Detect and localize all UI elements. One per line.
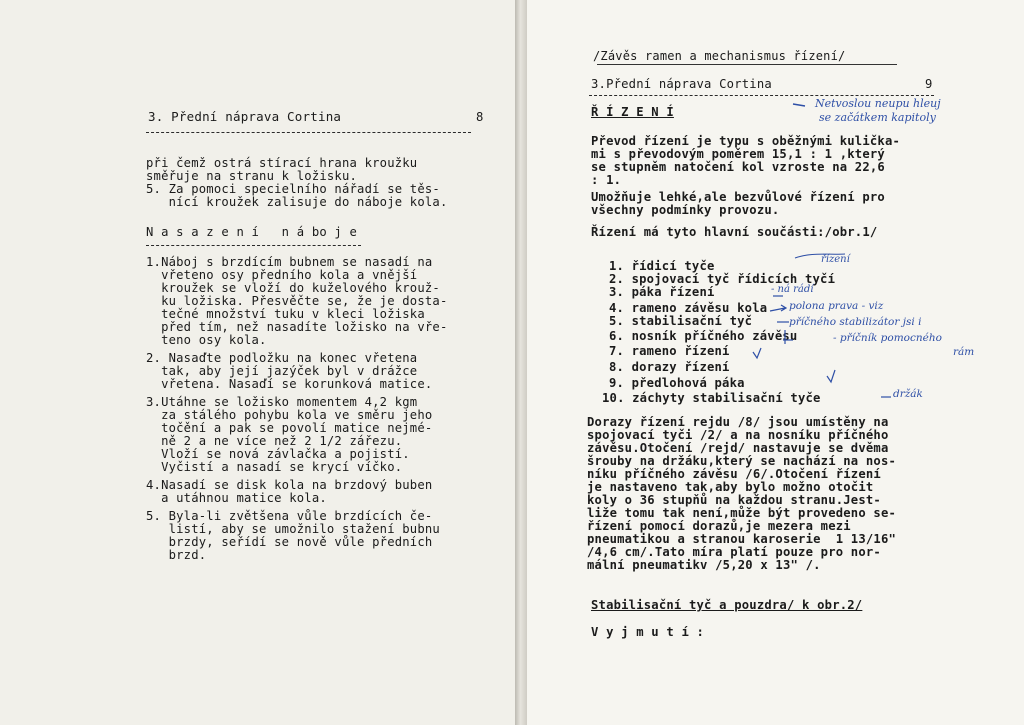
- paragraph-line: pneumatikou a stranou karoserie 1 13/16": [587, 532, 897, 546]
- right-line: Převod řízení je typu s oběžnými kulička-: [591, 134, 901, 148]
- left-line: brzd.: [146, 548, 207, 562]
- ink-check: [753, 348, 761, 358]
- section-heading: Ř Í Z E N Í: [591, 105, 674, 119]
- subsection-heading: Stabilisační tyč a pouzdra/ k obr.2/: [591, 598, 863, 612]
- right-page-number: 9: [925, 77, 933, 91]
- left-line: Vyčistí a nasadí se krycí víčko.: [146, 460, 403, 474]
- left-line: ku ložiska. Přesvěčte se, že je dosta-: [146, 294, 448, 308]
- left-line: 5. Za pomoci specielního nářadí se těs-: [146, 182, 440, 196]
- paragraph-line: mální pneumatikv /5,20 x 13" /.: [587, 558, 821, 572]
- paragraph-line: šrouby na držáku,který se nachází na nos-: [587, 454, 897, 468]
- parts-item: 6. nosník příčného závěsu: [609, 329, 798, 343]
- left-line: vřetena. Nasaďí se korunková matice.: [146, 377, 433, 391]
- right-top-title: /Závěs ramen a mechanismus řízení/: [593, 49, 846, 63]
- left-line: listí, aby se umožnilo stažení bubnu: [146, 522, 440, 536]
- left-line: 2. Nasaďte podložku na konec vřetena: [146, 351, 418, 365]
- handwriting-marks: [527, 0, 1024, 725]
- left-line: brzdy, seřídí se nově vůle předních: [146, 535, 433, 549]
- left-line: tak, aby její jazýček byl v drážce: [146, 364, 418, 378]
- parts-item: 10. záchyty stabilisační tyče: [602, 391, 821, 405]
- left-line: 4.Nasadí se disk kola na brzdový buben: [146, 478, 433, 492]
- ink-check: [827, 370, 835, 382]
- parts-item: 5. stabilisační tyč: [609, 314, 753, 328]
- left-line: směřuje na stranu k ložisku.: [146, 169, 358, 183]
- left-header: 3. Přední náprava Cortina: [148, 109, 342, 124]
- parts-item: 7. rameno řízení: [609, 344, 730, 358]
- left-line: kroužek se vloží do kuželového krouž-: [146, 281, 440, 295]
- left-subheading: N a s a z e n í n á bo j e: [146, 225, 358, 239]
- handwritten-note: Netvoslou neupu hleuj: [815, 97, 941, 110]
- parts-item: 3. páka řízení: [609, 285, 715, 299]
- paragraph-line: koly o 36 stupňů na každou stranu.Jest-: [587, 493, 881, 507]
- book-gutter: [515, 0, 527, 725]
- handwritten-note: polona prava - viz: [789, 300, 884, 312]
- left-page-number: 8: [476, 110, 484, 124]
- paragraph-line: je nastaveno tak,aby bylo možno otočit: [587, 480, 874, 494]
- left-header-rule: [146, 132, 471, 133]
- paragraph-line: /4,6 cm/.Tato míra platí pouze pro nor-: [587, 545, 881, 559]
- handwritten-note: - příčník pomocného: [833, 332, 942, 344]
- parts-item: 1. řídicí tyče: [609, 259, 715, 273]
- ink-dash: [793, 104, 805, 106]
- paragraph-line: spojovací tyči /2/ a na nosníku příčného: [587, 428, 889, 442]
- right-line: všechny podmínky provozu.: [591, 203, 780, 217]
- left-line: před tím, než nasadíte ložisko na vře-: [146, 320, 448, 334]
- paragraph-line: závěsu.Otočení /rejd/ nastavuje se dvěma: [587, 441, 889, 455]
- left-line: nící kroužek zalisuje do náboje kola.: [146, 195, 448, 209]
- right-header: 3.Přední náprava Cortina: [591, 77, 772, 91]
- left-line: 3.Utáhne se ložisko momentem 4,2 kgm: [146, 395, 418, 409]
- left-subheading-rule: [146, 245, 361, 246]
- left-line: 5. Byla-li zvětšena vůle brzdících če-: [146, 509, 433, 523]
- left-line: vřeteno osy předního kola a vnější: [146, 268, 418, 282]
- parts-item: 2. spojovací tyč řídicích tyčí: [609, 272, 836, 286]
- parts-item: 8. dorazy řízení: [609, 360, 730, 374]
- paragraph-line: Dorazy řízení rejdu /8/ jsou umístěny na: [587, 415, 889, 429]
- right-line: Umožňuje lehké,ale bezvůlové řízení pro: [591, 190, 885, 204]
- parts-item: 4. rameno závěsu kola: [609, 301, 768, 315]
- right-page: [527, 0, 1024, 725]
- subsection-heading-2: V y j m u t í :: [591, 625, 705, 639]
- left-line: točění a pak se povolí matice nejmé-: [146, 421, 433, 435]
- right-line: se stupněm natočení kol vzroste na 22,6: [591, 160, 885, 174]
- paragraph-line: řízení pomocí dorazů,je mezera mezi: [587, 519, 851, 533]
- paragraph-line: liže tomu tak není,může být provedeno se-: [587, 506, 897, 520]
- left-line: 1.Náboj s brzdícím bubnem se nasadí na: [146, 255, 433, 269]
- paragraph-line: níku příčného závěsu /6/.Otočení řízení: [587, 467, 881, 481]
- ink-arrow: [770, 305, 786, 311]
- right-line: : 1.: [591, 173, 622, 187]
- right-line: Řízení má tyto hlavní součásti:/obr.1/: [591, 225, 878, 239]
- left-line: ně 2 a ne více než 2 1/2 zářezu.: [146, 434, 403, 448]
- right-line: mi s převodovým poměrem 15,1 : 1 ,který: [591, 147, 885, 161]
- handwritten-note: rám: [953, 346, 975, 358]
- handwritten-note: příčného stabilizátor jsi i: [789, 316, 922, 328]
- handwritten-note: - ná rádí: [771, 284, 814, 295]
- left-line: teno osy kola.: [146, 333, 267, 347]
- left-line: za stálého pohybu kola ve směru jeho: [146, 408, 433, 422]
- left-line: a utáhnou matice kola.: [146, 491, 327, 505]
- handwritten-note: držák: [893, 388, 923, 400]
- parts-item: 9. předlohová páka: [609, 376, 745, 390]
- left-line: při čemž ostrá stírací hrana kroužku: [146, 156, 418, 170]
- handwritten-note: se začátkem kapitoly: [819, 111, 936, 124]
- left-line: tečné množství tuku v kleci ložiska: [146, 307, 425, 321]
- handwritten-note: řízení: [821, 254, 850, 265]
- left-line: Vloží se nová závlačka a pojistí.: [146, 447, 410, 461]
